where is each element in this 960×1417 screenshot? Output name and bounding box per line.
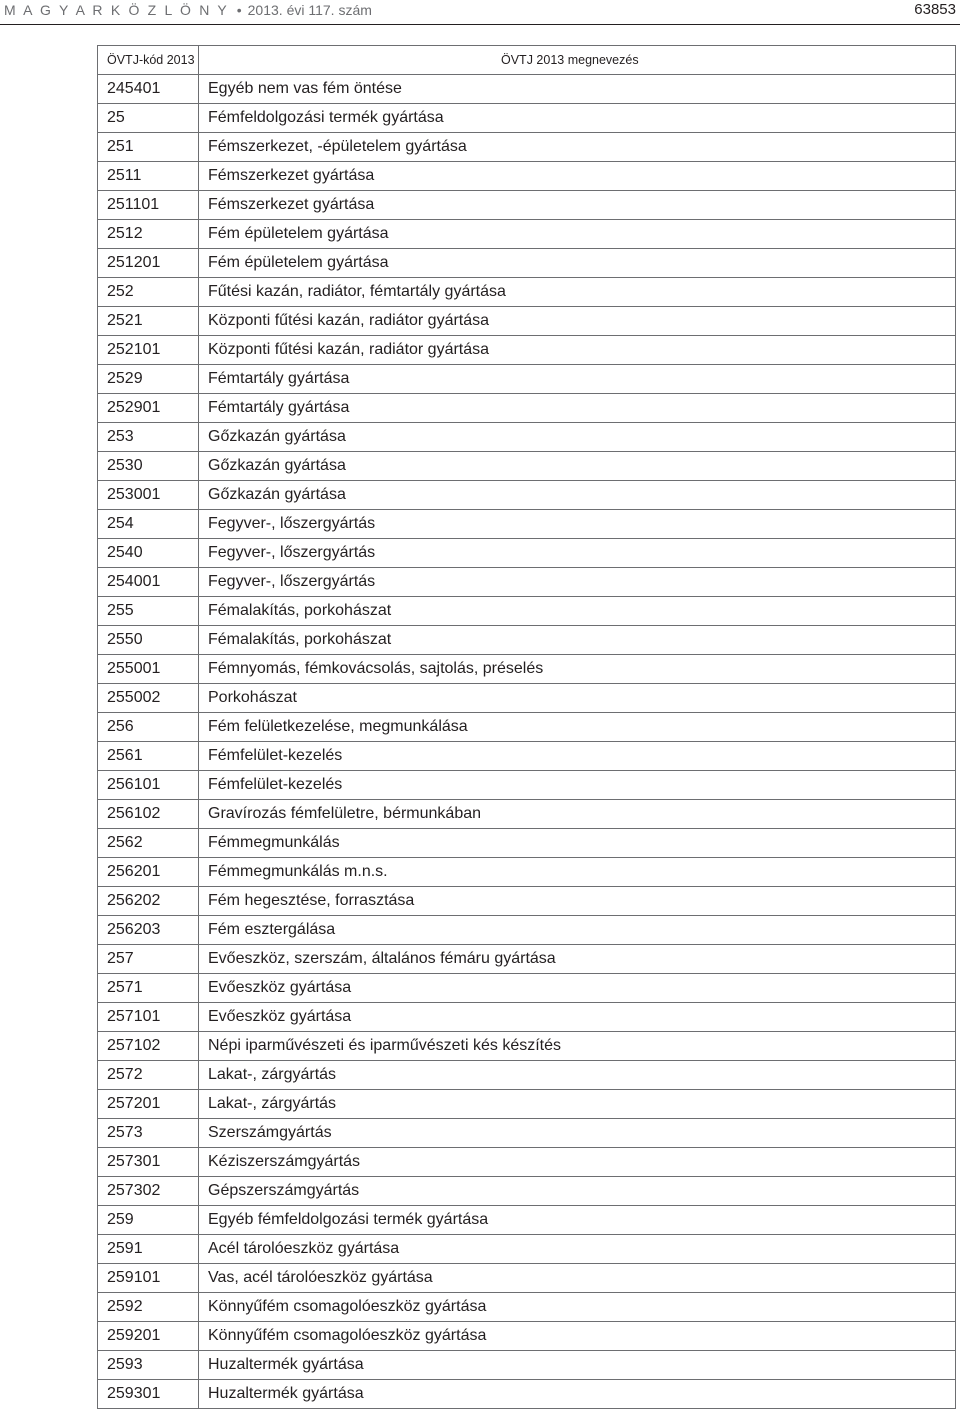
- activity-code: 252: [98, 278, 199, 307]
- activity-code: 2571: [98, 974, 199, 1003]
- table-row: [98, 771, 956, 800]
- activity-name: Lakat-, zárgyártás: [199, 1061, 956, 1090]
- activity-code: 2550: [98, 626, 199, 655]
- table-row: [98, 1061, 956, 1090]
- activity-code: 256101: [98, 771, 199, 800]
- activity-name: Gravírozás fémfelületre, bérmunkában: [199, 800, 956, 829]
- table-row: [98, 1090, 956, 1119]
- activity-name: Gőzkazán gyártása: [199, 481, 956, 510]
- issue-number: 2013. évi 117. szám: [247, 2, 372, 18]
- activity-name: Fémtartály gyártása: [199, 394, 956, 423]
- table-row: [98, 481, 956, 510]
- activity-code: 251: [98, 133, 199, 162]
- activity-name: Evőeszköz, szerszám, általános fémáru gyártása: [199, 945, 956, 974]
- activity-code: 2593: [98, 1351, 199, 1380]
- table-row: [98, 568, 956, 597]
- table-row: [98, 452, 956, 481]
- activity-name: Vas, acél tárolóeszköz gyártása: [199, 1264, 956, 1293]
- activity-code: 2572: [98, 1061, 199, 1090]
- activity-name: Fémfelület-kezelés: [199, 742, 956, 771]
- table-row: [98, 974, 956, 1003]
- activity-name: Fémszerkezet, -épületelem gyártása: [199, 133, 956, 162]
- table-row: [98, 394, 956, 423]
- column-header-name: ÖVTJ 2013 megnevezés: [199, 46, 956, 75]
- table-row: [98, 742, 956, 771]
- table-row: [98, 191, 956, 220]
- activity-name: Fémszerkezet gyártása: [199, 191, 956, 220]
- table-row: [98, 365, 956, 394]
- table-row: [98, 597, 956, 626]
- table-row: [98, 423, 956, 452]
- table-row: [98, 539, 956, 568]
- table-row: [98, 75, 956, 104]
- activity-code: 259301: [98, 1380, 199, 1409]
- activity-name: Fegyver-, lőszergyártás: [199, 539, 956, 568]
- activity-name: Huzaltermék gyártása: [199, 1351, 956, 1380]
- activity-name: Fémalakítás, porkohászat: [199, 597, 956, 626]
- activity-code: 256202: [98, 887, 199, 916]
- table-row: [98, 887, 956, 916]
- activity-name: Fém hegesztése, forrasztása: [199, 887, 956, 916]
- table-row: [98, 1206, 956, 1235]
- table-row: [98, 133, 956, 162]
- table-row: [98, 278, 956, 307]
- activity-code: 255: [98, 597, 199, 626]
- activity-code: 256102: [98, 800, 199, 829]
- table-row: [98, 1322, 956, 1351]
- table-row: [98, 1351, 956, 1380]
- table-body: [98, 75, 956, 1409]
- activity-name: Gépszerszámgyártás: [199, 1177, 956, 1206]
- activity-code: 251101: [98, 191, 199, 220]
- table-row: [98, 510, 956, 539]
- activity-code: 257102: [98, 1032, 199, 1061]
- activity-code: 2529: [98, 365, 199, 394]
- table-row: [98, 916, 956, 945]
- activity-code: 25: [98, 104, 199, 133]
- table-row: [98, 829, 956, 858]
- table-header-row: [98, 46, 956, 75]
- activity-name: Fém épületelem gyártása: [199, 220, 956, 249]
- activity-name: Fémfeldolgozási termék gyártása: [199, 104, 956, 133]
- table-row: [98, 249, 956, 278]
- activity-name: Fém felületkezelése, megmunkálása: [199, 713, 956, 742]
- activity-name: Fémmegmunkálás m.n.s.: [199, 858, 956, 887]
- table-row: [98, 1380, 956, 1409]
- activity-name: Huzaltermék gyártása: [199, 1380, 956, 1409]
- activity-code: 254: [98, 510, 199, 539]
- activity-name: Fűtési kazán, radiátor, fémtartály gyártása: [199, 278, 956, 307]
- journal-title: M A G Y A R K Ö Z L Ö N Y: [4, 2, 229, 18]
- table-row: [98, 220, 956, 249]
- activity-name: Gőzkazán gyártása: [199, 423, 956, 452]
- table-row: [98, 307, 956, 336]
- activity-name: Egyéb fémfeldolgozási termék gyártása: [199, 1206, 956, 1235]
- activity-code: 257302: [98, 1177, 199, 1206]
- activity-name: Fegyver-, lőszergyártás: [199, 568, 956, 597]
- table-row: [98, 1032, 956, 1061]
- activity-code: 252901: [98, 394, 199, 423]
- activity-code: 251201: [98, 249, 199, 278]
- table-row: [98, 1003, 956, 1032]
- activity-name: Gőzkazán gyártása: [199, 452, 956, 481]
- table-row: [98, 800, 956, 829]
- activity-name: Evőeszköz gyártása: [199, 1003, 956, 1032]
- activity-code: 2511: [98, 162, 199, 191]
- activity-name: Fémalakítás, porkohászat: [199, 626, 956, 655]
- activity-name: Könnyűfém csomagolóeszköz gyártása: [199, 1293, 956, 1322]
- activity-code: 2540: [98, 539, 199, 568]
- activity-code: 256201: [98, 858, 199, 887]
- activity-name: Fémmegmunkálás: [199, 829, 956, 858]
- activity-code: 253: [98, 423, 199, 452]
- running-head: [0, 0, 960, 22]
- table-row: [98, 1264, 956, 1293]
- table-row: [98, 336, 956, 365]
- activity-code: 2530: [98, 452, 199, 481]
- table-row: [98, 104, 956, 133]
- header-rule: [0, 24, 960, 25]
- activity-code: 2562: [98, 829, 199, 858]
- activity-code: 256: [98, 713, 199, 742]
- activity-name: Lakat-, zárgyártás: [199, 1090, 956, 1119]
- activity-code-table: [97, 45, 956, 1409]
- activity-code: 259201: [98, 1322, 199, 1351]
- activity-name: Szerszámgyártás: [199, 1119, 956, 1148]
- activity-name: Egyéb nem vas fém öntése: [199, 75, 956, 104]
- table-row: [98, 713, 956, 742]
- table-row: [98, 1148, 956, 1177]
- table-row: [98, 162, 956, 191]
- activity-code: 2591: [98, 1235, 199, 1264]
- table-row: [98, 684, 956, 713]
- activity-code: 254001: [98, 568, 199, 597]
- table-row: [98, 1119, 956, 1148]
- table-row: [98, 945, 956, 974]
- activity-code: 252101: [98, 336, 199, 365]
- activity-code: 257101: [98, 1003, 199, 1032]
- activity-code: 255002: [98, 684, 199, 713]
- activity-code: 259: [98, 1206, 199, 1235]
- activity-code: 2561: [98, 742, 199, 771]
- activity-name: Fémnyomás, fémkovácsolás, sajtolás, préselés: [199, 655, 956, 684]
- table-row: [98, 1235, 956, 1264]
- activity-name: Központi fűtési kazán, radiátor gyártása: [199, 336, 956, 365]
- activity-name: Népi iparművészeti és iparművészeti kés készítés: [199, 1032, 956, 1061]
- activity-code: 257301: [98, 1148, 199, 1177]
- activity-name: Fémfelület-kezelés: [199, 771, 956, 800]
- activity-name: Központi fűtési kazán, radiátor gyártása: [199, 307, 956, 336]
- table-row: [98, 626, 956, 655]
- activity-name: Fémtartály gyártása: [199, 365, 956, 394]
- activity-name: Fémszerkezet gyártása: [199, 162, 956, 191]
- activity-name: Fém épületelem gyártása: [199, 249, 956, 278]
- activity-code: 253001: [98, 481, 199, 510]
- activity-code: 257201: [98, 1090, 199, 1119]
- page-number: 63853: [914, 1, 956, 18]
- activity-code: 257: [98, 945, 199, 974]
- activity-name: Könnyűfém csomagolóeszköz gyártása: [199, 1322, 956, 1351]
- activity-code: 255001: [98, 655, 199, 684]
- activity-name: Evőeszköz gyártása: [199, 974, 956, 1003]
- activity-code: 2592: [98, 1293, 199, 1322]
- activity-code: 256203: [98, 916, 199, 945]
- activity-name: Acél tárolóeszköz gyártása: [199, 1235, 956, 1264]
- activity-code: 2521: [98, 307, 199, 336]
- activity-code: 245401: [98, 75, 199, 104]
- table-row: [98, 1177, 956, 1206]
- column-header-code: ÖVTJ-kód 2013: [98, 46, 199, 75]
- table-row: [98, 655, 956, 684]
- separator-bullet: •: [236, 2, 242, 18]
- activity-code: 259101: [98, 1264, 199, 1293]
- table-row: [98, 858, 956, 887]
- activity-name: Fém esztergálása: [199, 916, 956, 945]
- activity-name: Fegyver-, lőszergyártás: [199, 510, 956, 539]
- journal-title-line: [4, 2, 372, 18]
- activity-name: Porkohászat: [199, 684, 956, 713]
- activity-name: Kéziszerszámgyártás: [199, 1148, 956, 1177]
- activity-code: 2573: [98, 1119, 199, 1148]
- table-row: [98, 1293, 956, 1322]
- activity-code: 2512: [98, 220, 199, 249]
